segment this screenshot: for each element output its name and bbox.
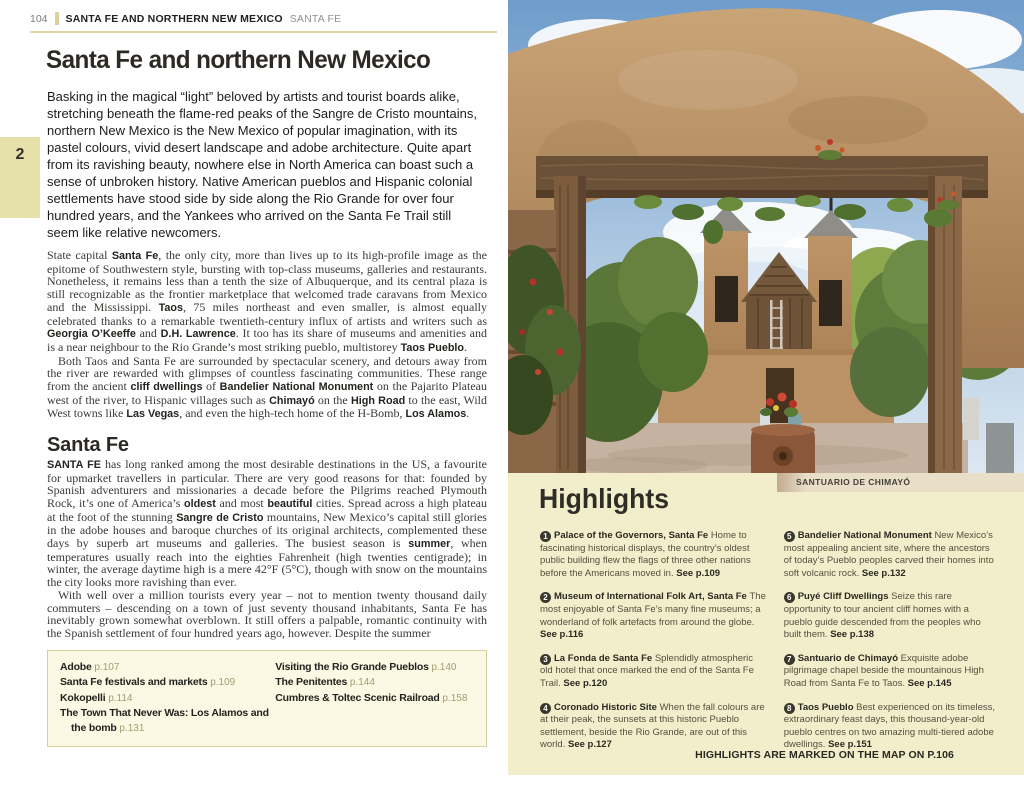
- highlight-item: 7 Santuario de Chimayó Exquisite adobe pilgrimage chapel beside the mountainous High Road from Santa Fe to Taos. See p.145: [783, 652, 984, 689]
- highlight-number-badge: 3: [540, 654, 551, 665]
- crossref-item: Kokopelli p.114: [60, 691, 133, 704]
- photo-caption: SANTUARIO DE CHIMAYÓ: [777, 473, 1024, 492]
- header-rule: [30, 31, 497, 33]
- see-page-ref: See p.138: [830, 629, 875, 641]
- highlights-columns: [540, 530, 998, 763]
- crossref-item: Santa Fe festivals and markets p.109: [60, 676, 236, 689]
- see-page-ref: See p.132: [861, 567, 906, 579]
- highlight-item: 8 Taos Pueblo Best experienced on its timeless, extraordinary feast days, this thousand-year-old pueblo centres on two amazing multi-tiered adobe dwellings. See p.151: [783, 701, 996, 751]
- chapter-tab: 2: [0, 137, 40, 218]
- highlight-item: 5 Bandelier National Monument New Mexico’s most appealing ancient site, where the ancestors of today’s Pueblo peoples carved their homes into soft volcanic rock. See p.132: [783, 530, 994, 579]
- crossref-column-left: [60, 660, 275, 737]
- see-page-ref: See p.120: [563, 677, 608, 689]
- crossref-item: The Penitentes p.144: [275, 676, 375, 689]
- header-chapter-title: SANTA FE AND NORTHERN NEW MEXICO: [65, 12, 283, 25]
- crossref-page-ref: p.107: [94, 661, 120, 673]
- highlight-number-badge: 4: [540, 703, 551, 714]
- body-column: [47, 249, 487, 747]
- highlights-column-right: [784, 530, 998, 763]
- section-title: Santa Fe: [47, 434, 129, 457]
- wooden-beam: [536, 156, 988, 198]
- crossref-page-ref: p.131: [119, 722, 145, 734]
- see-page-ref: See p.127: [567, 739, 612, 751]
- crossref-item: Visiting the Rio Grande Pueblos p.140: [275, 660, 457, 673]
- highlights-title: Highlights: [539, 483, 670, 514]
- header-section-label: SANTA FE: [289, 12, 342, 25]
- crossref-page-ref: p.109: [210, 677, 236, 689]
- highlights-column-left: [540, 530, 767, 763]
- highlight-item: 6 Puyé Cliff Dwellings Seize this rare opportunity to tour ancient cliff homes with a pueblo guide descended from the peoples who built them. See p.138: [783, 591, 981, 641]
- running-header: [30, 12, 341, 25]
- crossref-item: The Town That Never Was: Los Alamos and the bomb p.131: [60, 707, 269, 734]
- crossref-box: [47, 650, 487, 748]
- highlight-number-badge: 8: [784, 703, 795, 714]
- see-page-ref: See p.116: [540, 629, 584, 641]
- highlight-number-badge: 6: [784, 592, 795, 603]
- header-divider-bar: [55, 12, 59, 25]
- highlight-number-badge: 5: [784, 531, 795, 542]
- page-number: 104: [30, 12, 48, 25]
- page-title: Santa Fe and northern New Mexico: [46, 46, 431, 74]
- see-page-ref: See p.109: [676, 567, 721, 579]
- standfirst-paragraph: Basking in the magical “light” beloved by artists and tourist boards alike, stretching beneath the flame-red peaks of the Sangre de Cristo mountains, northern New Mexico is the New Mexico of popular imagination, with its pastel colours, vivid desert landscape and adobe architecture. Quite apart from its ravishing beauty, nowhere else in North America can boast such a sense of unbroken history. Native American pueblos and Hispanic colonial settlements have stood side by side along the Rio Grande for over four hundred years, and the Yankees who arrived on the Santa Fe Trail still seem like relative newcomers.: [47, 89, 477, 240]
- highlight-number-badge: 7: [784, 654, 795, 665]
- santuario-de-chimayo-photo: [508, 0, 1024, 474]
- crossref-column-right: [275, 660, 474, 737]
- crossref-page-ref: p.158: [442, 692, 468, 704]
- highlights-panel: [508, 473, 1024, 775]
- crossref-page-ref: p.140: [431, 661, 457, 673]
- highlights-map-note: HIGHLIGHTS ARE MARKED ON THE MAP ON P.106: [695, 749, 954, 761]
- highlight-item: 2 Museum of International Folk Art, Santa Fe The most enjoyable of Santa Fe’s many fine museums; a wonderland of folk artefacts from around the globe.See p.116: [540, 591, 766, 641]
- see-page-ref: See p.145: [907, 677, 952, 689]
- highlight-item: 4 Coronado Historic Site When the fall colours are at their peak, the sunsets at this historic Pueblo settlement, beside the Rio Grande, are out of this world. See p.127: [540, 701, 765, 751]
- body-paragraph: State capital Santa Fe, the only city, more than lives up to its high-profile image as the epitome of Southwestern style, bursting with top-class museums, galleries and restaurants. Nonetheless, it remains less than a tenth the size of Albuquerque, and its central plaza is still recognizable as the frontier marketplace that welcomed trade caravans from Mexico and the Mississippi. Taos, 75 miles northeast and even smaller, is almost equally celebrated thanks to a remarkable twentieth-century influx of artists and writers such as Georgia O’Keeffe and D.H. Lawrence. It too has its share of museums and amenities and is a near neighbour to the Rio Grande’s most striking pueblo, multistorey Taos Pueblo.: [47, 248, 488, 354]
- highlight-number-badge: 1: [540, 531, 551, 542]
- highlight-item: 3 La Fonda de Santa Fe Splendidly atmospheric old hotel that once marked the end of the Santa Fe Trail. See p.120: [540, 652, 754, 689]
- body-paragraph: SANTA FE has long ranked among the most desirable destinations in the US, a favourite for upmarket travellers in particular. There are very good reasons for that: founded by Spanish adventurers and missionaries a decade before the Pilgrims reached Plymouth Rock, it’s one of America’s oldest and most beautiful cities. Spread across a high plateau at the foot of the stunning Sangre de Cristo mountains, New Mexico’s capital still glories in the adobe houses and baroque churches of its original architects, complemented these days by superb art museums and galleries. The busiest season is summer, when temperatures usually reach into the eighties Fahrenheit (high twenties centigrade); in winter, the average daytime high is a mere 42°F (5°C), though with snow on the mountains the city looks more ravishing than ever.: [47, 456, 487, 590]
- highlight-item: 1 Palace of the Governors, Santa Fe Home to fascinating historical displays, the country’s oldest public building flew the flags of three other nations before the Americans moved in. See p.109: [540, 530, 751, 579]
- crossref-page-ref: p.144: [349, 677, 375, 689]
- highlight-number-badge: 2: [540, 592, 551, 603]
- crossref-item: Cumbres & Toltec Scenic Railroad p.158: [275, 691, 468, 704]
- crossref-item: Adobe p.107: [60, 660, 120, 673]
- body-paragraph: With well over a million tourists every year – not to mention twenty thousand daily commuters – descending on a town of just seventy thousand inhabitants, Santa Fe has inevitably grown somewhat overblown. It still offers a palpable, romantic continuity with the Spanish settlement of four hundred years ago, however. Despite the summer: [47, 587, 487, 640]
- crossref-page-ref: p.114: [108, 692, 133, 704]
- body-paragraph: Both Taos and Santa Fe are surrounded by spectacular scenery, and detours away from the river are rewarded with glimpses of countless fascinating communities. These range from the ancient cliff dwellings of Bandelier National Monument on the Pajarito Plateau west of the river, to Hispanic villages such as Chimayó on the High Road to the east, Wild West towns like Las Vegas, and even the high-tech home of the H-Bomb, Los Alamos.: [47, 353, 487, 421]
- see-page-ref: See p.151: [828, 739, 872, 751]
